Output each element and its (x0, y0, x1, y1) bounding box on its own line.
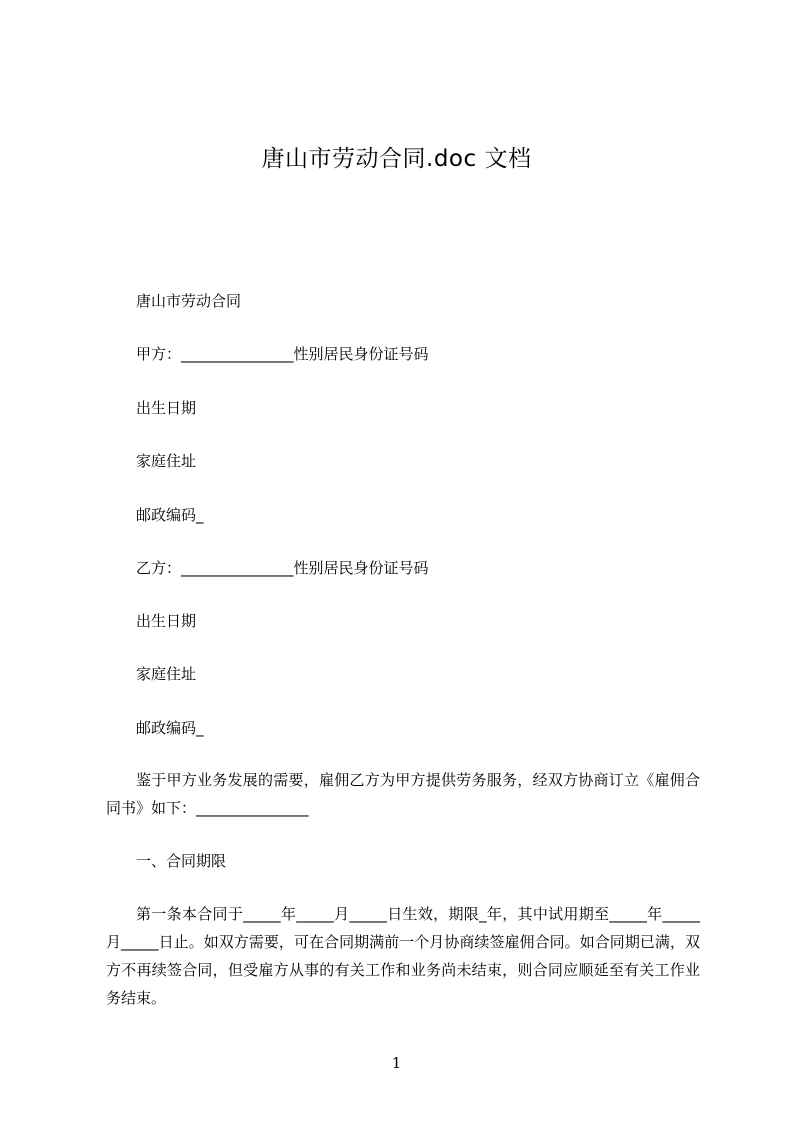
article-1-paragraph: 第一条本合同于_____年_____月_____日生效，期限_年，其中试用期至_____年_____月_____日止。如双方需要，可在合同期满前一个月协商续签雇佣合同。如合同期已满，双方不再续签合同，但受雇方从事的有关工作和业务尚未结束，则合同应顺延至有关工作业务结束。 (106, 905, 700, 1007)
party-a-line: 甲方：_______________性别居民身份证号码 (136, 345, 429, 363)
preamble-paragraph: 鉴于甲方业务发展的需要，雇佣乙方为甲方提供劳务服务，经双方协商订立《雇佣合同书》如下：_______________ (106, 771, 700, 817)
document-title: 唐山市劳动合同.doc 文档 (261, 146, 532, 172)
party-a-home-address: 家庭住址 (136, 452, 197, 470)
page-number: 1 (391, 1054, 402, 1072)
party-b-home-address: 家庭住址 (136, 665, 197, 683)
section-1-heading: 一、合同期限 (136, 852, 227, 870)
party-b-birth-date: 出生日期 (136, 612, 197, 630)
contract-name: 唐山市劳动合同 (136, 292, 242, 310)
party-a-birth-date: 出生日期 (136, 399, 197, 417)
party-b-postcode: 邮政编码_ (136, 719, 204, 737)
party-a-postcode: 邮政编码_ (136, 506, 204, 524)
party-b-line: 乙方：_______________性别居民身份证号码 (136, 559, 429, 577)
